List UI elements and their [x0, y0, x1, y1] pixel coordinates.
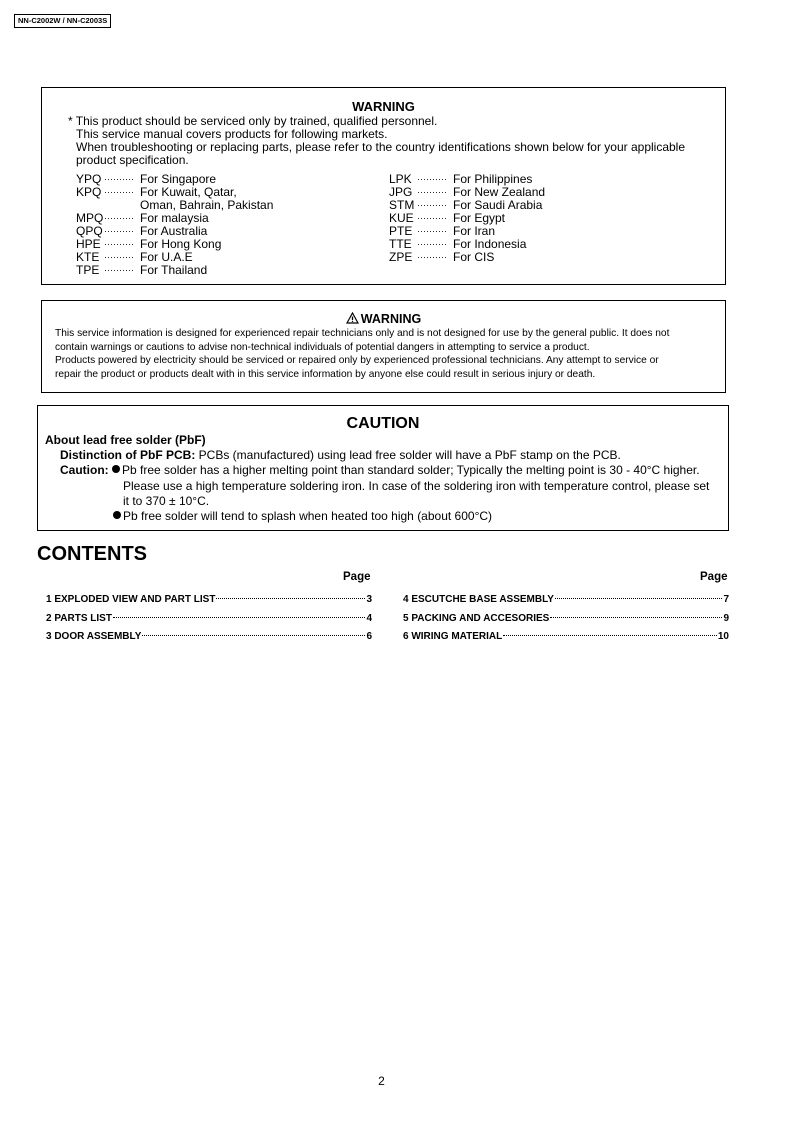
model-number-tag: NN-C2002W / NN-C2003S: [14, 14, 111, 28]
leader-dots: ··········: [104, 265, 134, 275]
caution-bullet-1: [60, 463, 700, 479]
market-item-continued: Oman, Bahrain, Pakistan: [140, 198, 274, 212]
market-name: For Indonesia: [453, 237, 527, 251]
service-warning-line: repair the product or products dealt with in this service information by anyone else could result in serious injury or death.: [55, 368, 596, 380]
toc-title: 2 PARTS LIST: [46, 613, 112, 624]
service-warning-box: [41, 300, 726, 393]
toc-entry[interactable]: [46, 594, 372, 606]
caution-bullet-text: it to 370 ± 10°C.: [123, 494, 210, 508]
market-name: For Saudi Arabia: [453, 198, 543, 212]
market-name: For Singapore: [140, 172, 217, 186]
leader-dots: ··········: [417, 213, 447, 223]
toc-title: 3 DOOR ASSEMBLY: [46, 631, 142, 642]
market-name: For Hong Kong: [140, 237, 222, 251]
bullet-icon: [113, 511, 121, 519]
warning-line: * This product should be serviced only by trained, qualified personnel.: [68, 114, 438, 128]
service-warning-title: WARNING: [360, 312, 422, 326]
caution-title: CAUTION: [346, 415, 420, 432]
distinction-label: Distinction of PbF PCB:: [60, 448, 196, 462]
market-name: For CIS: [453, 250, 495, 264]
market-code: KUE: [389, 211, 414, 225]
market-item: [76, 264, 207, 277]
market-code: ZPE: [389, 250, 413, 264]
toc-leader: [142, 635, 365, 636]
toc-leader: [503, 635, 717, 636]
leader-dots: ··········: [104, 239, 134, 249]
caution-subtitle: About lead free solder (PbF): [45, 433, 206, 447]
toc-title: 5 PACKING AND ACCESORIES: [403, 613, 550, 624]
leader-dots: ··········: [104, 226, 134, 236]
toc-page: 6: [366, 631, 372, 642]
leader-dots: ··········: [104, 187, 134, 197]
bullet-icon: [112, 465, 120, 473]
caution-box: [37, 405, 729, 531]
page-column-label: Page: [700, 571, 728, 583]
leader-dots: ··········: [417, 239, 447, 249]
market-code: KPQ: [76, 185, 102, 199]
market-name: For New Zealand: [453, 185, 546, 199]
page-number: 2: [378, 1074, 385, 1088]
leader-dots: ··········: [104, 174, 134, 184]
leader-dots: ··········: [417, 252, 447, 262]
toc-leader: [113, 617, 366, 618]
warning-line: This service manual covers products for following markets.: [76, 127, 388, 141]
leader-dots: ··········: [104, 252, 134, 262]
toc-entry[interactable]: [46, 613, 372, 625]
leader-dots: ··········: [417, 187, 447, 197]
contents-heading: CONTENTS: [37, 543, 147, 565]
market-code: PTE: [389, 224, 413, 238]
warning-markets-box: [41, 87, 726, 285]
page-column-label: Page: [343, 571, 371, 583]
market-name: For Thailand: [140, 263, 208, 277]
market-code: LPK: [389, 172, 412, 186]
toc-leader: [550, 617, 722, 618]
market-code: MPQ: [76, 211, 104, 225]
market-code: KTE: [76, 250, 100, 264]
toc-leader: [216, 598, 365, 599]
warning-triangle-icon: [346, 312, 359, 327]
market-code: STM: [389, 198, 415, 212]
leader-dots: ··········: [417, 200, 447, 210]
leader-dots: ··········: [104, 213, 134, 223]
service-warning-line: contain warnings or cautions to advise non-technical individuals of potential dangers in attempting to service a product.: [55, 341, 590, 353]
market-name: For Iran: [453, 224, 496, 238]
market-code: TPE: [76, 263, 100, 277]
toc-leader: [555, 598, 722, 599]
toc-title: 6 WIRING MATERIAL: [403, 631, 503, 642]
pbf-distinction: [60, 448, 621, 464]
service-warning-heading: [42, 312, 725, 327]
toc-page: 3: [366, 594, 372, 605]
market-name: For Egypt: [453, 211, 506, 225]
caution-bullet-text: Pb free solder has a higher melting point than standard solder; Typically the melting point is 30 - 40°C higher.: [122, 463, 700, 477]
toc-entry[interactable]: [46, 631, 372, 643]
market-name: For Philippines: [453, 172, 533, 186]
market-name: For Australia: [140, 224, 208, 238]
market-item: [389, 251, 494, 264]
caution-bullet-text: Please use a high temperature soldering iron. In case of the soldering iron with temperature control, please set: [123, 479, 710, 493]
warning-title: WARNING: [352, 99, 415, 114]
market-code: JPG: [389, 185, 413, 199]
toc-title: 4 ESCUTCHE BASE ASSEMBLY: [403, 594, 554, 605]
market-name: For U.A.E: [140, 250, 193, 264]
market-code: YPQ: [76, 172, 102, 186]
toc-entry[interactable]: [403, 613, 729, 625]
leader-dots: ··········: [417, 174, 447, 184]
toc-page: 9: [723, 613, 729, 624]
service-warning-line: Products powered by electricity should be serviced or repaired only by experienced professional technicians. Any attempt to service or: [55, 355, 659, 366]
warning-line: When troubleshooting or replacing parts, please refer to the country identifications shown below for your applicable: [76, 140, 686, 154]
caution-bullet-text: Pb free solder will tend to splash when heated too high (about 600°C): [123, 509, 493, 523]
leader-dots: ··········: [417, 226, 447, 236]
market-code: TTE: [389, 237, 412, 251]
market-code: HPE: [76, 237, 101, 251]
caution-bullet-2: [113, 509, 492, 525]
caution-label: Caution:: [60, 463, 109, 477]
toc-entry[interactable]: [403, 631, 729, 643]
toc-page: 10: [717, 631, 729, 642]
toc-entry[interactable]: [403, 594, 729, 606]
toc-page: 7: [723, 594, 729, 605]
toc-title: 1 EXPLODED VIEW AND PART LIST: [46, 594, 216, 605]
service-warning-line: This service information is designed for experienced repair technicians only and is not designed for use by the general public. It does not: [55, 328, 670, 339]
distinction-text: PCBs (manufactured) using lead free solder will have a PbF stamp on the PCB.: [195, 448, 621, 462]
toc-page: 4: [366, 613, 372, 624]
warning-line: product specification.: [76, 153, 189, 167]
market-name: For malaysia: [140, 211, 209, 225]
market-name: For Kuwait, Qatar,: [140, 185, 237, 199]
market-code: QPQ: [76, 224, 103, 238]
